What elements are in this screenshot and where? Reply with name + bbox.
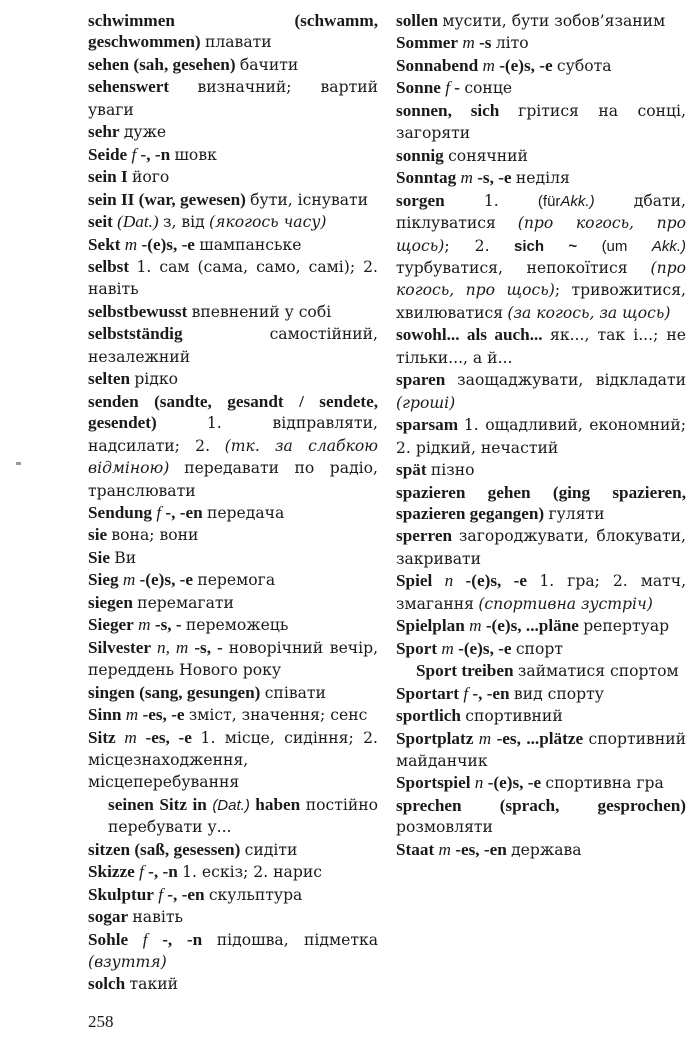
gender: m [125,705,139,725]
headword: sein I [88,167,128,187]
translation: перемагати [137,593,234,612]
entry-solch [88,973,378,995]
headword: sitzen [88,839,131,859]
translation: сонячний [448,146,528,165]
translation: 1. сам (сама, само, самі); 2. навіть [88,257,379,299]
translation: спортивна гра [545,774,664,793]
inflection: -s, -e [477,168,512,188]
headword: sehr [88,122,120,142]
left-column [88,10,378,996]
headword: Sonntag [396,168,457,188]
translation: новорічний вечір, переддень Нового року [88,638,379,680]
translation: спорт [515,639,563,658]
gender: m [438,839,451,859]
translation: спортивний [465,707,563,726]
entry-sendung [88,502,378,524]
headword: singen [88,682,135,702]
translation: підошва, підметка [216,930,378,949]
case-label: Akk.) [651,237,687,255]
entry-sonntag [396,167,686,189]
translation: пізно [430,461,475,480]
entry-sohle [88,929,378,974]
entry-sekt [88,234,378,256]
headword: sein II [88,189,135,209]
headword: Sohle [88,929,129,949]
headword: sollen [396,11,439,30]
headword: sperren [396,526,453,546]
headword: Seide [88,144,128,164]
translation: 1. ощадливий, економний; 2. рідкий, нечастий [396,416,687,457]
entry-sommer [396,32,686,54]
entry-sehr [88,121,378,143]
entry-sprechen [396,795,686,839]
headword: schwimmen [88,11,175,30]
phrase-sport-treiben [396,660,686,682]
entry-sieg [88,569,378,591]
entry-sie [88,524,378,546]
inflection: -, -n [140,144,171,164]
headword: sie [88,525,108,545]
headword: selbst [88,256,130,276]
translation: 1. гра; 2. матч, змагання [396,572,687,613]
translation: 1. відправляти, надсилати; 2. [88,414,378,455]
entry-sein-1 [88,166,378,188]
headword: Spiel [396,571,433,591]
translation: сонце [464,79,513,98]
headword: selten [88,369,131,389]
translation: спортивний майданчик [396,729,687,770]
inflection: -, -en [165,502,203,522]
entry-spiel [396,570,686,615]
translation: зміст, значення; сенс [188,706,368,725]
headword: Skulptur [88,884,154,904]
translation: перемога [197,571,276,590]
entry-skizze [88,861,378,883]
gender: m [462,33,475,53]
entry-sportplatz [396,728,686,773]
headword: Sieger [88,615,134,635]
verb-forms: (war, gewesen) [138,189,246,209]
translation: вона; вони [111,526,199,545]
translation: скульптура [208,885,303,904]
usage-note: (про когось, про щось) [396,214,686,255]
entry-selbststaendig [88,323,378,368]
entry-seide [88,144,378,166]
headword: Staat [396,839,435,859]
inflection: -, -n [148,862,178,882]
translation: самостійний, незалежний [88,325,378,366]
entry-sportspiel [396,772,686,794]
headword: sonnig [396,145,444,165]
preposition: (um [601,237,628,255]
translation: вид спорту [513,684,604,703]
translation: навіть [132,908,183,927]
verb-forms: (sah, gesehen) [133,54,236,74]
inflection: -(e)s, -e [141,234,195,254]
translation: загороджувати, блокувати, закривати [396,527,686,568]
translation: співати [264,683,326,702]
headword: Sonne [396,78,441,98]
headword: spazieren gehen [396,482,531,502]
entry-spielplan [396,615,686,637]
verb-forms: (sprach, gesprochen) [499,795,686,815]
headword: sparsam [396,415,459,435]
usage-note: (якогось часу) [209,213,327,232]
inflection: -es, -e [145,727,192,747]
headword: sportlich [396,706,461,726]
usage-note: (гроші) [396,393,456,412]
phrase-end: haben [255,794,301,814]
right-column [396,10,686,861]
headword: Silvester [88,637,152,657]
gender: n [444,571,454,591]
translation: з, від [162,213,205,232]
entry-selbstbewusst [88,301,378,323]
gender: f [158,884,163,904]
headword: Sportspiel [396,773,471,793]
headword: Sonnabend [396,55,479,75]
phrase: Sport treiben [416,661,514,681]
headword: siegen [88,592,133,612]
translation: рідко [134,370,179,389]
inflection: -(e)s, -e [458,638,512,658]
translation: грітися на сонці, загоряти [396,101,686,143]
gender: m [124,234,138,254]
entry-selbst [88,256,378,301]
inflection: -es, -en [455,839,507,859]
translation: дбати, піклуватися [396,191,686,233]
gender: m [482,55,495,75]
phrase: seinen Sitz in [108,794,207,814]
entry-seit [88,211,378,233]
headword: selbstbewusst [88,301,188,321]
headword: Sieg [88,570,119,590]
translation: заощаджувати, відкладати [457,371,686,390]
translation: визначний; вартий уваги [88,78,378,119]
inflection: -s [479,33,492,53]
entry-sorgen [396,190,686,325]
headword: sprechen [396,795,462,815]
gender: f [131,144,137,164]
gender: m [478,728,492,748]
gender: f [445,78,450,98]
headword: selbstständig [88,324,183,344]
translation: мусити, бути зобов’язаним [442,12,666,30]
translation: плавати [204,33,272,52]
entry-sowohl-als-auch [396,324,686,369]
usage-note: (за когось, за щось) [507,303,671,322]
entry-sonnabend [396,55,686,77]
entry-singen [88,682,378,704]
entry-sehen [88,54,378,76]
gender: m [441,638,454,658]
entry-sparsam [396,414,686,459]
sense-number: 1. [483,191,499,210]
inflection: -(e)s, ...pläne [485,616,579,636]
inflection: - [454,78,461,98]
inflection: -(e)s, -e [499,55,553,75]
verb-forms: (sang, gesungen) [139,682,261,702]
inflection: -s, - [194,637,223,657]
translation: 1. місце, сидіння; 2. місцезнаходження, місцеперебування [88,728,378,792]
page-number: 258 [88,1012,114,1031]
entry-selten [88,368,378,390]
entry-sportlich [396,705,686,727]
verb-forms: (sandte, gesandt / sendete, gesendet) [88,391,379,433]
entry-spaet [396,459,686,481]
reflexive-marker: sich ~ [514,237,578,255]
gender: f [139,862,144,882]
gender: m [469,616,482,636]
headword: sogar [88,907,129,927]
sense-number: ; 2. [444,236,490,255]
translation: Ви [114,548,137,567]
headword: spät [396,460,427,480]
translation: постійно перебувати у... [108,795,378,837]
translation: 1. ескіз; 2. нарис [182,863,322,882]
headword: sparen [396,370,446,390]
translation: шовк [174,145,217,164]
gender: n [474,773,484,793]
headword: Sitz [88,727,116,747]
inflection: -, -en [472,683,510,703]
entry-sitzen [88,839,378,861]
verb-forms: (schwamm, geschwommen) [88,11,378,52]
translation: такий [129,975,179,994]
entry-sitz [88,727,378,794]
entry-sollen [396,10,686,32]
translation: передача [206,503,285,522]
headword: Sportart [396,683,460,703]
entry-siegen [88,592,378,614]
entry-sparen [396,369,686,414]
entry-skulptur [88,884,378,906]
gender: f [142,929,148,949]
inflection: -s, - [154,615,182,635]
headword: sonnen, sich [396,100,500,120]
entry-sie-formal [88,547,378,569]
phrase-seinen-sitz-haben [88,794,378,839]
entry-sport [396,638,686,660]
entry-sportart [396,683,686,705]
headword: Sommer [396,33,459,53]
headword: sehenswert [88,77,170,97]
entry-sein-2 [88,189,378,211]
inflection: -es, ...plätze [496,728,584,748]
usage-note: (тк. за слабкою відміною) [88,436,379,478]
translation: субота [556,56,612,75]
case-label: (Dat.) [117,212,159,232]
translation: сидіти [244,840,298,859]
entry-senden [88,391,378,502]
headword: Sportplatz [396,728,474,748]
headword: Sekt [88,234,121,254]
entry-sehenswert [88,76,378,121]
gender: m [460,168,473,188]
inflection: -(e)s, -e [139,570,194,590]
translation: як..., так і...; не тільки..., а й... [396,326,687,367]
headword: Spielplan [396,616,465,636]
entry-sogar [88,906,378,928]
gender: m [138,615,151,635]
headword: Sinn [88,705,122,725]
translation: переможець [185,616,289,635]
translation: впевнений у собі [191,302,332,321]
translation: розмовляти [396,818,493,837]
headword: Skizze [88,862,135,882]
headword: sehen [88,54,130,74]
usage-note: (про когось, про щось) [396,258,686,300]
usage-note: (спортивна зустріч) [478,594,653,613]
translation: передавати по радіо, транслювати [88,459,379,500]
entry-sonnen-sich [396,100,686,145]
entry-sonne [396,77,686,99]
scan-artifact [16,462,21,465]
verb-forms: (ging spazieren, spazieren gegangen) [396,482,687,523]
entry-sonnig [396,145,686,167]
translation: шампанське [199,235,302,254]
headword: Sport [396,638,438,658]
case-label: (Dat.) [212,796,250,814]
gender: f [156,502,162,522]
entry-silvester [88,637,378,682]
gender: n, m [157,637,189,657]
inflection: -, -en [167,884,205,904]
entry-sieger [88,614,378,636]
preposition: (für [537,192,561,210]
gender: f [463,683,469,703]
translation: репертуар [583,617,670,636]
headword: Sie [88,547,110,567]
translation: дуже [123,123,167,142]
entry-sperren [396,525,686,570]
translation: держава [511,840,582,859]
headword: Sendung [88,502,153,522]
case-label: Akk.) [560,192,595,210]
gender: m [124,727,137,747]
entry-staat [396,839,686,861]
headword: solch [88,974,126,994]
translation: бачити [239,55,299,74]
inflection: -, -n [162,929,203,949]
translation: займатися спортом [517,662,679,681]
inflection: -(e)s, -e [487,773,542,793]
headword: seit [88,212,113,232]
translation: неділя [515,169,570,188]
entry-schwimmen [88,10,378,54]
inflection: -(e)s, -e [465,571,527,591]
headword: senden [88,391,139,411]
translation: бути, існувати [250,190,369,209]
gender: m [122,570,136,590]
translation: його [131,168,170,187]
verb-forms: (saß, gesessen) [134,839,241,859]
headword: sorgen [396,190,445,210]
translation: турбуватися, непокоїтися [396,258,628,277]
usage-note: (взуття) [88,953,167,972]
translation: ; тривожитися, хвилюватися [396,281,686,322]
translation: гуляти [548,504,605,523]
inflection: -es, -e [142,705,185,725]
headword: sowohl... als auch... [396,325,543,345]
translation: літо [495,34,529,53]
entry-sinn [88,704,378,726]
entry-spazieren-gehen [396,482,686,526]
